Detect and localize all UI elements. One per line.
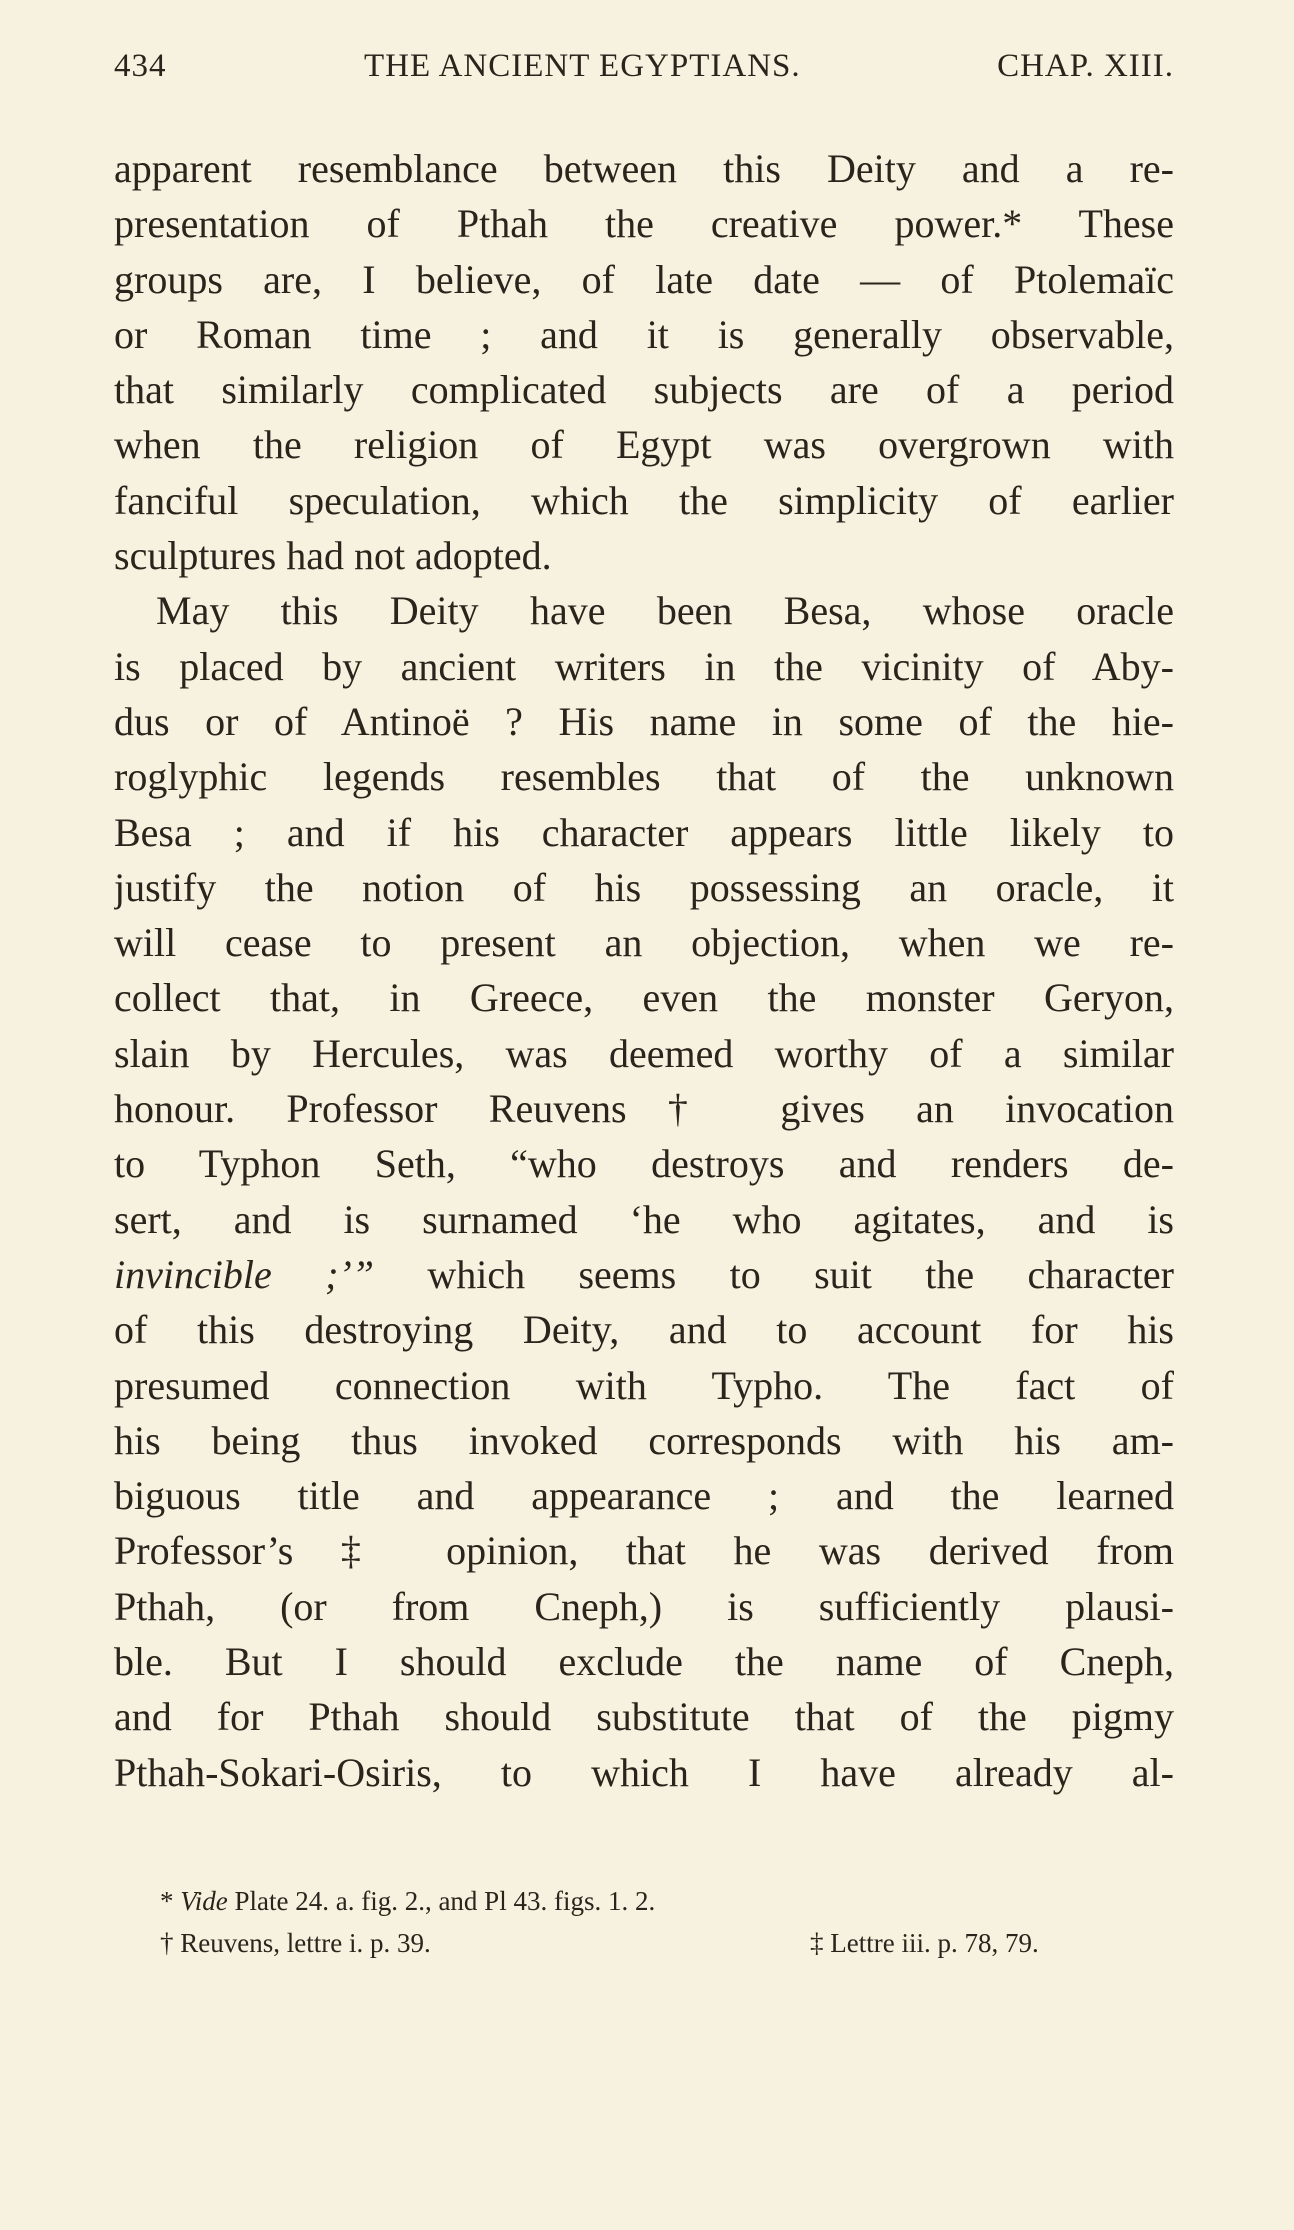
text-line: apparent resemblance between this Deity and a re- bbox=[114, 146, 1174, 191]
text-line: will cease to present an objection, when we re- bbox=[114, 920, 1174, 966]
text-line: dus or of Antinoë ? His name in some of the hie- bbox=[114, 698, 1174, 744]
text-line: and for Pthah should substitute that of the pigmy bbox=[114, 1694, 1174, 1740]
text-line: collect that, in Greece, even the monster Geryon, bbox=[114, 975, 1174, 1021]
footnote-text: Reuvens, lettre i. p. 39. bbox=[180, 1928, 431, 1958]
footnote-2 bbox=[160, 1922, 1160, 1964]
footnote-text: Plate 24. a. fig. 2., and Pl 43. figs. 1. 2. bbox=[234, 1886, 656, 1916]
running-head bbox=[114, 48, 1174, 98]
text-line: or Roman time ; and it is generally observable, bbox=[114, 311, 1174, 357]
text-line: Pthah, (or from Cneph,) is sufficiently plausi- bbox=[114, 1583, 1174, 1629]
text-line: ble. But I should exclude the name of Cneph, bbox=[114, 1639, 1174, 1685]
chapter-label: CHAP. XIII. bbox=[997, 48, 1174, 84]
paragraph-start-line: May this Deity have been Besa, whose oracle bbox=[156, 588, 1174, 634]
footnote-1 bbox=[160, 1880, 1160, 1922]
footnote-text: Lettre iii. p. 78, 79. bbox=[830, 1928, 1039, 1958]
italic-phrase: invincible ;’” bbox=[114, 1251, 374, 1297]
text-line: biguous title and appearance ; and the learned bbox=[114, 1473, 1174, 1519]
text-line: groups are, I believe, of late date — of Ptolemaïc bbox=[114, 256, 1174, 302]
text-line: to Typhon Seth, “who destroys and renders de- bbox=[114, 1141, 1174, 1187]
page-number: 434 bbox=[114, 48, 167, 84]
body-text bbox=[114, 141, 1174, 1800]
footnote-vide: Vide bbox=[180, 1886, 228, 1916]
text-line: presumed connection with Typho. The fact of bbox=[114, 1362, 1174, 1408]
text-line: is placed by ancient writers in the vicinity of Aby- bbox=[114, 643, 1174, 689]
text-line: Professor’s ‡ opinion, that he was derived from bbox=[114, 1528, 1174, 1574]
footnotes bbox=[160, 1880, 1160, 1964]
text-line: Besa ; and if his character appears little likely to bbox=[114, 809, 1174, 855]
text-line: presentation of Pthah the creative power.* These bbox=[114, 201, 1174, 247]
footnote-mark: * bbox=[160, 1886, 174, 1916]
text-line: his being thus invoked corresponds with his am- bbox=[114, 1417, 1174, 1463]
text-line: Pthah-Sokari-Osiris, to which I have already al- bbox=[114, 1749, 1174, 1795]
text-line: roglyphic legends resembles that of the unknown bbox=[114, 754, 1174, 800]
text-line: of this destroying Deity, and to account for his bbox=[114, 1307, 1174, 1353]
text-line: fanciful speculation, which the simplicity of earlier bbox=[114, 477, 1174, 523]
text-line: when the religion of Egypt was overgrown with bbox=[114, 422, 1174, 468]
text-line: slain by Hercules, was deemed worthy of a similar bbox=[114, 1030, 1174, 1076]
text-line: honour. Professor Reuvens† gives an invocation bbox=[114, 1086, 1174, 1132]
text-line: that similarly complicated subjects are of a period bbox=[114, 367, 1174, 413]
text-line: sert, and is surnamed ‘he who agitates, and is bbox=[114, 1196, 1174, 1242]
footnote-mark: † bbox=[160, 1928, 174, 1958]
text-line: justify the notion of his possessing an oracle, it bbox=[114, 864, 1174, 910]
text-line: sculptures had not adopted. bbox=[114, 533, 552, 579]
line-remainder: which seems to suit the character bbox=[427, 1251, 1174, 1297]
footnote-3 bbox=[810, 1922, 1039, 1964]
running-title: THE ANCIENT EGYPTIANS. bbox=[364, 48, 801, 84]
footnote-mark: ‡ bbox=[810, 1928, 824, 1958]
text-line-with-italic bbox=[114, 1247, 1174, 1302]
